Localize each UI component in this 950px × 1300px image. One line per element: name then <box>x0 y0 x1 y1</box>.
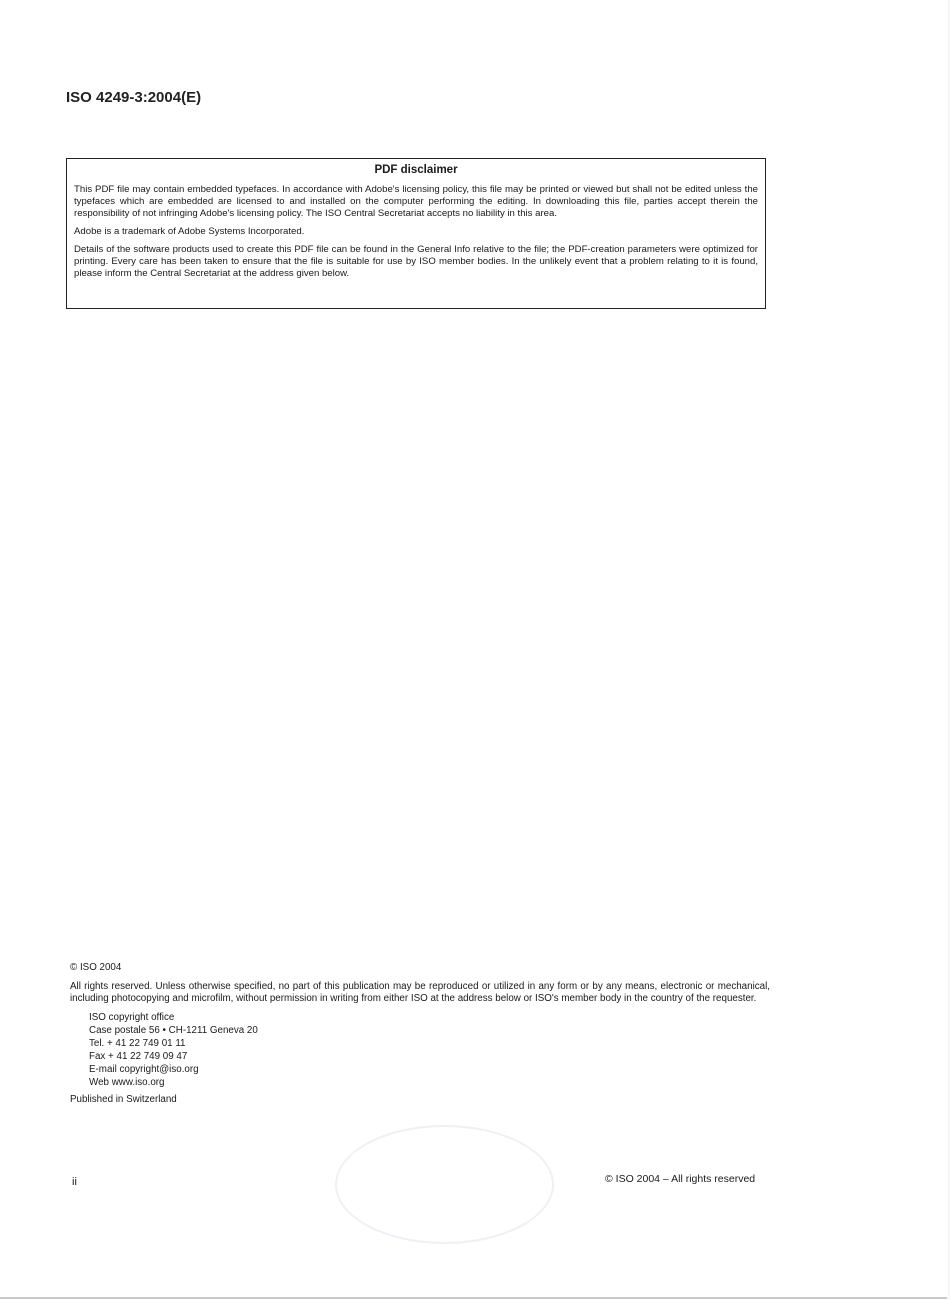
address-line: Web www.iso.org <box>89 1076 165 1088</box>
footer-copyright: © ISO 2004 – All rights reserved <box>605 1173 756 1185</box>
disclaimer-title: PDF disclaimer <box>374 164 458 176</box>
address-line: Fax + 41 22 749 09 47 <box>89 1050 188 1062</box>
disclaimer-paragraph-typefaces: This PDF file may contain embedded typefaces. In accordance with Adobe's licensing policy, this file may be printed or viewed but shall not be edited unless the typefaces which are embedded are licensed to and installed on the computer performing the editing. In downloading this file, parties accept therein the responsibility of not infringing Adobe's licensing policy. The ISO Central Secretariat accepts no liability in this area. <box>74 184 758 219</box>
copyright-notice: © ISO 2004 <box>70 962 122 973</box>
copyright-section <box>70 962 770 1106</box>
pdf-disclaimer-box <box>66 158 766 309</box>
address-line: Tel. + 41 22 749 01 11 <box>89 1037 186 1049</box>
iso-address-block <box>89 1011 770 1089</box>
rights-statement: All rights reserved. Unless otherwise specified, no part of this publication may be reproduced or utilized in any form or by any means, electronic or mechanical, including photocopying and microfilm, without permission in writing from either ISO at the address below or ISO's member body in the country of the requester. <box>70 980 770 1004</box>
address-line: Case postale 56 • CH-1211 Geneva 20 <box>89 1024 258 1036</box>
disclaimer-paragraph-trademark: Adobe is a trademark of Adobe Systems Incorporated. <box>74 226 305 237</box>
faded-stamp <box>335 1125 554 1244</box>
page-bottom-edge <box>0 1297 950 1299</box>
document-id: ISO 4249-3:2004(E) <box>66 89 202 106</box>
address-line: E-mail copyright@iso.org <box>89 1063 199 1075</box>
published-in: Published in Switzerland <box>70 1093 177 1105</box>
page-number: ii <box>72 1176 77 1188</box>
disclaimer-paragraph-details: Details of the software products used to create this PDF file can be found in the General Info relative to the file; the PDF-creation parameters were optimized for printing. Every care has been taken to ensure that the file is suitable for use by ISO member bodies. In the unlikely event that a problem relating to it is found, please inform the Central Secretariat at the address given below. <box>74 244 758 279</box>
address-line: ISO copyright office <box>89 1011 175 1023</box>
